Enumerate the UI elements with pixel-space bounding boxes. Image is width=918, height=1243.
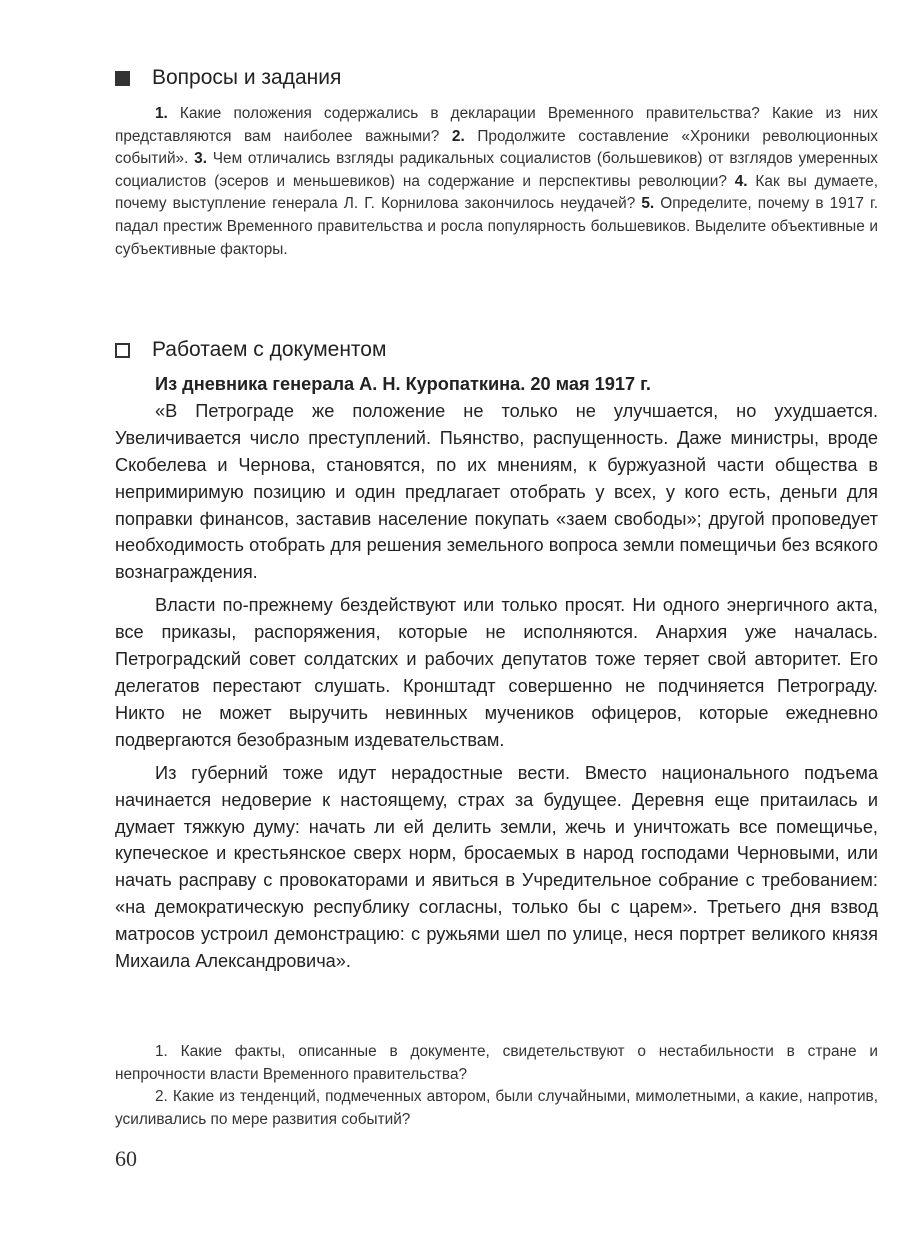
document-questions [115, 1041, 878, 1131]
question-5: 5. Определите, почему в 1917 г. падал престиж Временного правительства и росла популярность большевиков. Выделите объективные и субъективные факторы. [115, 195, 878, 258]
document-paragraph: Из губерний тоже идут нерадостные вести. Вместо национального подъема начинается недоверие к настоящему, страх за будущее. Деревня еще притаилась и думает тяжкую думу: начать ли ей делить земли, жечь и уничтожать все помещичье, купеческое и крестьянское сверх норм, бросаемых в народ господами Черновыми, или начать расправу с провокаторами и явиться в Учредительное собрание с требованием: «на демократическую республику согласны, только бы с царем». Третьего дня взвод матросов устроил демонстрацию: с ружьями шел по улице, неся портрет великого князя Михаила Александровича». [115, 762, 878, 972]
document-body [115, 371, 878, 981]
filled-square-icon [115, 71, 130, 86]
questions-list [115, 103, 878, 261]
questions-heading [115, 66, 341, 90]
empty-square-icon [115, 343, 130, 358]
document-paragraph: «В Петрограде же положение не только не улучшается, но ухудшается. Увеличивается число преступлений. Пьянство, распущенность. Даже министры, вроде Скобелева и Чернова, становятся, по их мнениям, к буржуазной части общества в непримиримую позицию и один предлагает отобрать у всех, у кого есть, деньги для поправки финансов, заставив население покупать «заем свободы»; другой проповедует необходимость отобрать для решения земельного вопроса земли помещичьи без всякого вознаграждения. [115, 400, 878, 583]
document-heading [115, 338, 386, 362]
document-question-2: 2. Какие из тенденций, подмеченных автором, были случайными, мимолетными, а какие, напротив, усиливались по мере развития событий? [115, 1088, 878, 1128]
document-paragraph: Власти по-прежнему бездействуют или только просят. Ни одного энергичного акта, все приказы, распоряжения, которые не исполняются. Анархия уже началась. Петроградский совет солдатских и рабочих депутатов тоже теряет свой авторитет. Его делегатов перестают слушать. Кронштадт совершенно не подчиняется Петрограду. Никто не может выручить невинных мучеников офицеров, которые ежедневно подвергаются безобразным издевательствам. [115, 595, 878, 750]
document-question-1: 1. Какие факты, описанные в документе, свидетельствуют о нестабильности в стране и непрочности власти Временного правительства? [115, 1043, 878, 1083]
question-4: 4. Как вы думаете, почему выступление генерала Л. Г. Корнилова закончилось неудачей? [115, 172, 879, 213]
question-2: 2. Продолжите составление «Хроники революционных событий». [115, 127, 878, 168]
document-heading-text: Работаем с документом [152, 338, 387, 361]
document-title: Из дневника генерала А. Н. Куропаткина. 20 мая 1917 г. [155, 374, 651, 394]
question-3: 3. Чем отличались взгляды радикальных социалистов (большевиков) от взглядов умеренных социалистов (эсеров и меньшевиков) на содержание и перспективы революции? [115, 150, 878, 190]
questions-heading-text: Вопросы и задания [152, 66, 342, 89]
page-number: 60 [115, 1146, 137, 1171]
question-1: 1. Какие положения содержались в декларации Временного правительства? Какие из них представляются вам наиболее важными? [115, 105, 878, 145]
